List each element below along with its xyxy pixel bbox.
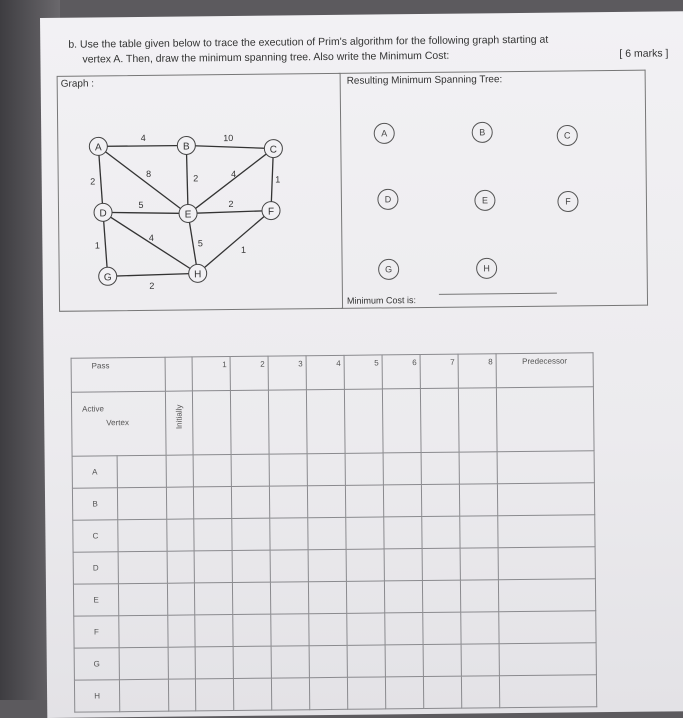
table-cell[interactable] bbox=[460, 548, 498, 580]
table-cell[interactable] bbox=[498, 547, 595, 580]
table-cell[interactable] bbox=[231, 454, 269, 486]
graph-node-d: D bbox=[99, 208, 107, 220]
table-cell[interactable] bbox=[346, 549, 384, 581]
table-cell[interactable] bbox=[306, 389, 345, 453]
pass-number-cell: 4 bbox=[306, 355, 344, 389]
table-cell[interactable] bbox=[346, 581, 384, 613]
graph-node-g: G bbox=[103, 272, 112, 284]
pass-number-cell: 2 bbox=[230, 356, 268, 390]
table-cell[interactable] bbox=[271, 614, 309, 646]
initially-header-blank bbox=[165, 357, 192, 391]
graph-node-a: A bbox=[94, 142, 102, 154]
table-cell[interactable] bbox=[345, 485, 383, 517]
table-cell[interactable] bbox=[268, 390, 307, 454]
prim-trace-table bbox=[71, 352, 598, 712]
table-cell[interactable] bbox=[194, 583, 232, 615]
table-cell[interactable] bbox=[168, 679, 195, 711]
table-cell[interactable] bbox=[382, 389, 421, 453]
table-cell[interactable] bbox=[347, 613, 385, 645]
table-cell[interactable] bbox=[460, 580, 498, 612]
table-cell[interactable] bbox=[270, 518, 308, 550]
table-cell[interactable] bbox=[118, 583, 167, 616]
table-cell[interactable] bbox=[385, 613, 423, 645]
table-cell[interactable] bbox=[461, 676, 499, 708]
table-cell[interactable] bbox=[232, 582, 270, 614]
mst-node-b: B bbox=[479, 127, 486, 138]
table-cell[interactable] bbox=[269, 454, 307, 486]
table-cell[interactable] bbox=[498, 579, 595, 612]
table-cell[interactable] bbox=[119, 615, 168, 648]
table-cell[interactable] bbox=[345, 453, 383, 485]
table-cell[interactable] bbox=[421, 484, 459, 516]
mst-node-e: E bbox=[481, 195, 488, 206]
table-cell[interactable] bbox=[271, 678, 309, 710]
pass-number-cell: 5 bbox=[344, 355, 382, 389]
pass-number-cell: 3 bbox=[268, 356, 306, 390]
edge-weight-eh: 5 bbox=[197, 238, 203, 249]
question-line-2: vertex A. Then, draw the minimum spanning tree. Also write the Minimum Cost: bbox=[82, 49, 450, 66]
table-cell[interactable] bbox=[499, 675, 596, 708]
edge-weight-ad: 2 bbox=[90, 176, 96, 187]
active-label: Active bbox=[82, 404, 104, 414]
graph-node-e: E bbox=[184, 209, 192, 221]
graph-node-h: H bbox=[194, 269, 202, 281]
table-cell[interactable] bbox=[233, 614, 271, 646]
table-cell[interactable] bbox=[232, 550, 270, 582]
table-cell[interactable] bbox=[307, 485, 345, 517]
table-cell[interactable] bbox=[499, 611, 596, 644]
vertex-label: Vertex bbox=[106, 418, 129, 428]
table-cell[interactable] bbox=[461, 612, 499, 644]
pass-number-cell: 7 bbox=[420, 354, 458, 388]
table-cell[interactable] bbox=[384, 549, 422, 581]
table-cell[interactable] bbox=[270, 582, 308, 614]
table-cell[interactable] bbox=[461, 644, 499, 676]
edge-weight-ae: 8 bbox=[146, 168, 152, 179]
edge-weight-ab: 4 bbox=[140, 132, 146, 143]
table-cell[interactable] bbox=[193, 455, 231, 487]
edge-weight-fh: 1 bbox=[240, 244, 246, 255]
table-cell[interactable] bbox=[271, 646, 309, 678]
table-cell[interactable] bbox=[167, 583, 194, 615]
table-cell[interactable] bbox=[458, 388, 497, 452]
worksheet-paper bbox=[40, 11, 683, 718]
edge-weight-dh: 4 bbox=[148, 232, 154, 243]
initially-label: Initially bbox=[174, 404, 184, 430]
table-cell[interactable] bbox=[168, 615, 195, 647]
edge-weight-ce: 4 bbox=[231, 168, 237, 180]
table-cell[interactable] bbox=[385, 645, 423, 677]
mst-node-g: G bbox=[385, 264, 393, 275]
table-cell[interactable] bbox=[167, 519, 194, 551]
table-cell[interactable] bbox=[231, 486, 269, 518]
table-cell[interactable] bbox=[309, 645, 347, 677]
table-cell[interactable] bbox=[308, 581, 346, 613]
table-cell[interactable] bbox=[420, 388, 459, 452]
pass-number-cell: 8 bbox=[458, 354, 496, 388]
table-cell[interactable] bbox=[309, 613, 347, 645]
edge-weight-gh: 2 bbox=[149, 280, 155, 291]
table-cell[interactable] bbox=[166, 455, 193, 487]
table-cell[interactable] bbox=[308, 549, 346, 581]
prim-trace-table-wrap bbox=[71, 352, 598, 712]
mst-label: Resulting Minimum Spanning Tree: bbox=[346, 74, 503, 87]
table-cell[interactable] bbox=[194, 519, 232, 551]
table-cell[interactable] bbox=[193, 487, 231, 519]
pass-header: Pass bbox=[71, 357, 165, 392]
table-cell[interactable] bbox=[117, 455, 166, 488]
mst-box bbox=[339, 70, 648, 309]
table-cell[interactable] bbox=[423, 612, 461, 644]
table-header-row bbox=[71, 353, 593, 392]
table-cell[interactable] bbox=[233, 646, 271, 678]
table-cell[interactable] bbox=[422, 580, 460, 612]
min-cost-label: Minimum Cost is: bbox=[346, 295, 417, 306]
table-cell[interactable] bbox=[168, 647, 195, 679]
table-cell[interactable] bbox=[383, 485, 421, 517]
row-label-b: B bbox=[72, 488, 117, 520]
mst-svg bbox=[339, 71, 647, 308]
table-cell[interactable] bbox=[233, 678, 271, 710]
table-cell[interactable] bbox=[166, 487, 193, 519]
graph-box bbox=[57, 73, 343, 312]
table-cell[interactable] bbox=[307, 453, 345, 485]
initially-header bbox=[165, 391, 193, 455]
table-cell[interactable] bbox=[497, 451, 594, 484]
graph-svg bbox=[58, 74, 342, 311]
table-cell[interactable] bbox=[459, 484, 497, 516]
table-cell[interactable] bbox=[497, 483, 594, 516]
edge-weight-bc: 10 bbox=[223, 132, 234, 144]
table-cell[interactable] bbox=[460, 516, 498, 548]
table-cell[interactable] bbox=[385, 677, 423, 709]
mst-node-a: A bbox=[381, 128, 388, 139]
table-cell[interactable] bbox=[384, 581, 422, 613]
graph-node-b: B bbox=[182, 141, 190, 153]
table-cell[interactable] bbox=[232, 518, 270, 550]
table-cell[interactable] bbox=[499, 643, 596, 676]
table-cell[interactable] bbox=[118, 551, 167, 584]
table-cell[interactable] bbox=[423, 644, 461, 676]
graph-label: Graph : bbox=[60, 78, 95, 90]
table-cell[interactable] bbox=[195, 615, 233, 647]
table-cell[interactable] bbox=[347, 645, 385, 677]
table-cell[interactable] bbox=[496, 387, 594, 452]
mst-node-h: H bbox=[483, 263, 490, 274]
active-vertex-row bbox=[71, 387, 594, 456]
table-cell[interactable] bbox=[383, 453, 421, 485]
table-cell[interactable] bbox=[269, 486, 307, 518]
table-cell[interactable] bbox=[422, 516, 460, 548]
table-cell[interactable] bbox=[119, 647, 168, 680]
edge-weight-ef: 2 bbox=[228, 198, 234, 210]
table-cell[interactable] bbox=[195, 679, 233, 711]
active-vertex-header bbox=[71, 391, 166, 456]
table-cell[interactable] bbox=[270, 550, 308, 582]
table-cell[interactable] bbox=[118, 519, 167, 552]
table-row bbox=[74, 675, 596, 712]
table-cell[interactable] bbox=[422, 548, 460, 580]
mst-node-c: C bbox=[563, 130, 571, 141]
table-cell[interactable] bbox=[459, 452, 497, 484]
mst-node-d: D bbox=[384, 194, 392, 205]
table-cell[interactable] bbox=[347, 677, 385, 709]
table-cell[interactable] bbox=[421, 452, 459, 484]
marks-label: [ 6 marks ] bbox=[619, 47, 669, 60]
table-cell[interactable] bbox=[119, 679, 168, 712]
row-label-d: D bbox=[73, 552, 118, 584]
edge-weight-be: 2 bbox=[193, 173, 199, 184]
mst-node-f: F bbox=[565, 196, 571, 207]
edge-weight-de: 5 bbox=[138, 199, 144, 210]
predecessor-header: Predecessor bbox=[496, 353, 593, 388]
pass-number-cell: 6 bbox=[382, 355, 420, 389]
edge-weight-cf: 1 bbox=[275, 174, 281, 185]
row-label-a: A bbox=[72, 456, 117, 488]
table-cell[interactable] bbox=[230, 390, 269, 454]
graph-node-c: C bbox=[269, 144, 278, 156]
row-label-h: H bbox=[74, 680, 119, 712]
question-text bbox=[68, 31, 668, 67]
pass-number-cell: 1 bbox=[192, 357, 230, 391]
table-cell[interactable] bbox=[423, 676, 461, 708]
table-cell[interactable] bbox=[498, 515, 595, 548]
row-label-c: C bbox=[73, 520, 118, 552]
row-label-g: G bbox=[74, 648, 119, 680]
table-cell[interactable] bbox=[308, 517, 346, 549]
row-label-e: E bbox=[73, 584, 118, 616]
graph-node-f: F bbox=[267, 206, 275, 218]
table-cell[interactable] bbox=[384, 517, 422, 549]
table-cell[interactable] bbox=[344, 389, 383, 453]
table-cell[interactable] bbox=[192, 391, 231, 455]
table-cell[interactable] bbox=[194, 551, 232, 583]
table-cell[interactable] bbox=[117, 487, 166, 520]
row-label-f: F bbox=[74, 616, 119, 648]
edge-weight-dg: 1 bbox=[94, 240, 100, 251]
table-cell[interactable] bbox=[195, 647, 233, 679]
question-line-1: b. Use the table given below to trace the execution of Prim's algorithm for the following graph starting at bbox=[68, 33, 549, 51]
table-cell[interactable] bbox=[346, 517, 384, 549]
table-cell[interactable] bbox=[167, 551, 194, 583]
table-cell[interactable] bbox=[309, 677, 347, 709]
